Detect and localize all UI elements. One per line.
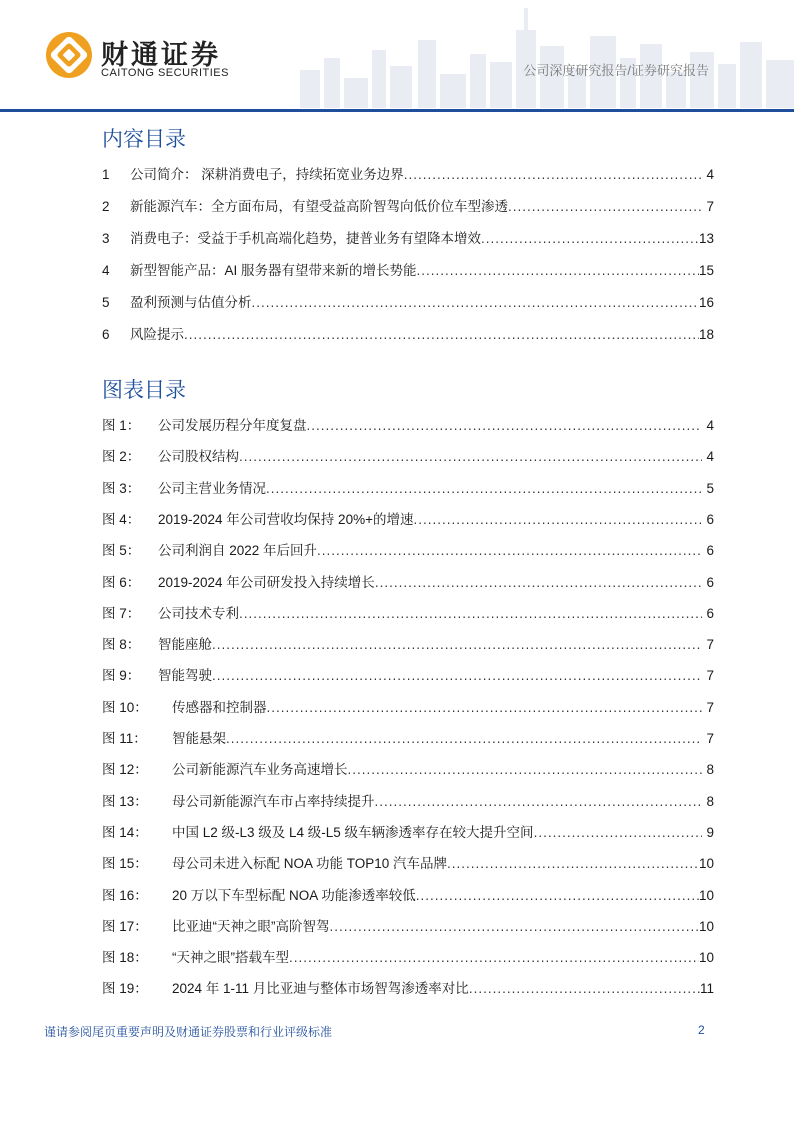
toc-entry[interactable]: [102, 261, 714, 281]
figure-entry[interactable]: [102, 479, 714, 499]
figure-entry-label: 图 13：: [102, 794, 148, 809]
toc-entry-page: 4: [706, 167, 714, 182]
figure-entry[interactable]: [102, 792, 714, 812]
figures-heading: 图表目录: [102, 379, 186, 402]
figure-entry-page: 8: [706, 762, 714, 777]
figure-entry-title: 2024 年 1-11 月比亚迪与整体市场智驾渗透率对比: [172, 981, 469, 996]
toc-entry-title: 新型智能产品：AI 服务器有望带来新的增长势能: [130, 263, 417, 278]
figure-entry-label: 图 4：: [102, 512, 141, 527]
toc-dot-leader: [348, 760, 703, 780]
toc-dot-leader: [289, 948, 699, 968]
toc-entry-title: 盈利预测与估值分析: [130, 295, 252, 310]
figure-entry[interactable]: [102, 635, 714, 655]
toc-entry-number: 3: [102, 231, 110, 246]
toc-entry-number: 1: [102, 167, 110, 182]
figure-entry[interactable]: [102, 948, 714, 968]
figure-entry-label: 图 6：: [102, 575, 141, 590]
toc-dot-leader: [184, 325, 699, 345]
figure-entry-page: 7: [706, 731, 714, 746]
brand-name-en: CAITONG SECURITIES: [101, 67, 229, 79]
toc-entry-title: 新能源汽车：全方面布局，有望受益高阶智驾向低价位车型渗透: [130, 199, 508, 214]
toc-dot-leader: [212, 635, 702, 655]
toc-entry-page: 18: [698, 327, 714, 342]
toc-dot-leader: [307, 416, 703, 436]
toc-dot-leader: [413, 510, 702, 530]
figure-entry[interactable]: [102, 823, 714, 843]
toc-dot-leader: [508, 197, 702, 217]
figure-entry-title: 公司股权结构: [158, 449, 239, 464]
figure-entry-title: 智能驾驶: [158, 668, 212, 683]
toc-entry[interactable]: [102, 165, 714, 185]
figure-entry[interactable]: [102, 604, 714, 624]
caitong-logo-icon: [44, 30, 94, 80]
figure-entry-title: 智能悬架: [172, 731, 226, 746]
toc-entry[interactable]: [102, 325, 714, 345]
toc-entry-number: 2: [102, 199, 110, 214]
figure-entry-page: 4: [706, 418, 714, 433]
figure-entry-page: 6: [706, 512, 714, 527]
figure-entry-title: 2019-2024 年公司营收均保持 20%+的增速: [158, 512, 414, 527]
figure-entry-title: 公司发展历程分年度复盘: [158, 418, 307, 433]
toc-entry-page: 16: [698, 295, 714, 310]
figure-entry-title: 2019-2024 年公司研发投入持续增长: [158, 575, 375, 590]
toc-dot-leader: [317, 541, 702, 561]
figure-entry-page: 4: [706, 449, 714, 464]
toc-entry-page: 15: [698, 263, 714, 278]
figure-entry-page: 10: [698, 888, 714, 903]
figure-entry[interactable]: [102, 698, 714, 718]
toc-dot-leader: [375, 573, 702, 593]
toc-entry-title: 风险提示: [130, 327, 184, 342]
figure-entry[interactable]: [102, 729, 714, 749]
figure-entry-page: 5: [706, 481, 714, 496]
toc-dot-leader: [267, 698, 703, 718]
toc-dot-leader: [404, 165, 702, 185]
toc-dot-leader: [534, 823, 702, 843]
figure-entry-label: 图 1：: [102, 418, 141, 433]
figure-entry-title: 中国 L2 级-L3 级及 L4 级-L5 级车辆渗透率存在较大提升空间: [172, 825, 534, 840]
figure-entry-page: 7: [706, 700, 714, 715]
figure-entry-label: 图 9：: [102, 668, 141, 683]
toc-entry[interactable]: [102, 293, 714, 313]
figure-entry-label: 图 5：: [102, 543, 141, 558]
figure-entry-title: 母公司新能源汽车市占率持续提升: [172, 794, 375, 809]
figure-entry-title: 智能座舱: [158, 637, 212, 652]
toc-entry-title: 公司简介： 深耕消费电子，持续拓宽业务边界: [130, 167, 404, 182]
figure-entry[interactable]: [102, 917, 714, 937]
figure-entry-title: 公司利润自 2022 年后回升: [158, 543, 318, 558]
figure-entry-title: 公司新能源汽车业务高速增长: [172, 762, 348, 777]
figure-entry-label: 图 14：: [102, 825, 148, 840]
figure-entry-page: 10: [698, 856, 714, 871]
figure-entry-label: 图 3：: [102, 481, 141, 496]
figure-entry[interactable]: [102, 416, 714, 436]
figure-entry-page: 7: [706, 668, 714, 683]
figure-entry-title: 母公司未进入标配 NOA 功能 TOP10 汽车品牌: [172, 856, 448, 871]
toc-dot-leader: [226, 729, 702, 749]
figure-entry[interactable]: [102, 447, 714, 467]
toc-entry[interactable]: [102, 229, 714, 249]
figure-entry-page: 9: [706, 825, 714, 840]
figure-entry-page: 6: [706, 575, 714, 590]
figure-entry-label: 图 11：: [102, 731, 147, 746]
figure-entry[interactable]: [102, 666, 714, 686]
toc-dot-leader: [212, 666, 702, 686]
figure-entry[interactable]: [102, 854, 714, 874]
toc-dot-leader: [469, 979, 700, 999]
report-type-label: 公司深度研究报告/证券研究报告: [523, 63, 709, 78]
figure-entry-label: 图 10：: [102, 700, 148, 715]
figure-entry-title: 公司主营业务情况: [158, 481, 266, 496]
page-header: [0, 0, 794, 116]
figure-entry-title: 传感器和控制器: [172, 700, 267, 715]
contents-heading: 内容目录: [102, 128, 186, 151]
figure-entry[interactable]: [102, 979, 714, 999]
figure-entry-label: 图 16：: [102, 888, 148, 903]
figure-entry-page: 8: [706, 794, 714, 809]
toc-entry-page: 7: [706, 199, 714, 214]
toc-dot-leader: [447, 854, 699, 874]
footer-disclaimer: 谨请参阅尾页重要声明及财通证券股票和行业评级标准: [44, 1025, 333, 1039]
figure-entry[interactable]: [102, 760, 714, 780]
figure-entry-label: 图 8：: [102, 637, 141, 652]
figure-entry[interactable]: [102, 510, 714, 530]
figure-entry-page: 10: [698, 919, 714, 934]
toc-dot-leader: [252, 293, 699, 313]
figure-entry-title: 20 万以下车型标配 NOA 功能渗透率较低: [172, 888, 416, 903]
figure-entry-label: 图 7：: [102, 606, 141, 621]
figure-entry-label: 图 12：: [102, 762, 148, 777]
toc-dot-leader: [239, 447, 702, 467]
header-divider: [0, 109, 794, 112]
figure-entry-page: 6: [706, 606, 714, 621]
figure-entry-page: 6: [706, 543, 714, 558]
figure-entry-page: 10: [698, 950, 714, 965]
figure-entry-page: 11: [699, 981, 714, 996]
page-number: 2: [698, 1023, 705, 1037]
toc-entry-number: 5: [102, 295, 110, 310]
figure-entry-label: 图 17：: [102, 919, 148, 934]
toc-entry-title: 消费电子：受益于手机高端化趋势，捷普业务有望降本增效: [130, 231, 481, 246]
figure-entry-title: 公司技术专利: [158, 606, 239, 621]
figure-entry-label: 图 18：: [102, 950, 148, 965]
figure-entry-label: 图 15：: [102, 856, 148, 871]
brand-name-cn: 财通证券: [101, 40, 221, 70]
toc-dot-leader: [239, 604, 702, 624]
figure-entry-title: 比亚迪“天神之眼”高阶智驾: [172, 919, 330, 934]
toc-entry-number: 6: [102, 327, 110, 342]
toc-dot-leader: [481, 229, 699, 249]
skyline-decoration: [300, 0, 794, 108]
figure-entry-page: 7: [706, 637, 714, 652]
figure-entry-label: 图 19：: [102, 981, 148, 996]
figure-entry-label: 图 2：: [102, 449, 141, 464]
toc-entry[interactable]: [102, 197, 714, 217]
toc-dot-leader: [416, 886, 699, 906]
toc-entry-number: 4: [102, 263, 110, 278]
figure-entry[interactable]: [102, 573, 714, 593]
toc-dot-leader: [375, 792, 703, 812]
toc-entry-page: 13: [698, 231, 714, 246]
toc-dot-leader: [417, 261, 699, 281]
toc-dot-leader: [330, 917, 699, 937]
figure-entry[interactable]: [102, 886, 714, 906]
figure-entry[interactable]: [102, 541, 714, 561]
figure-entry-title: “天神之眼”搭载车型: [172, 950, 289, 965]
toc-dot-leader: [266, 479, 702, 499]
